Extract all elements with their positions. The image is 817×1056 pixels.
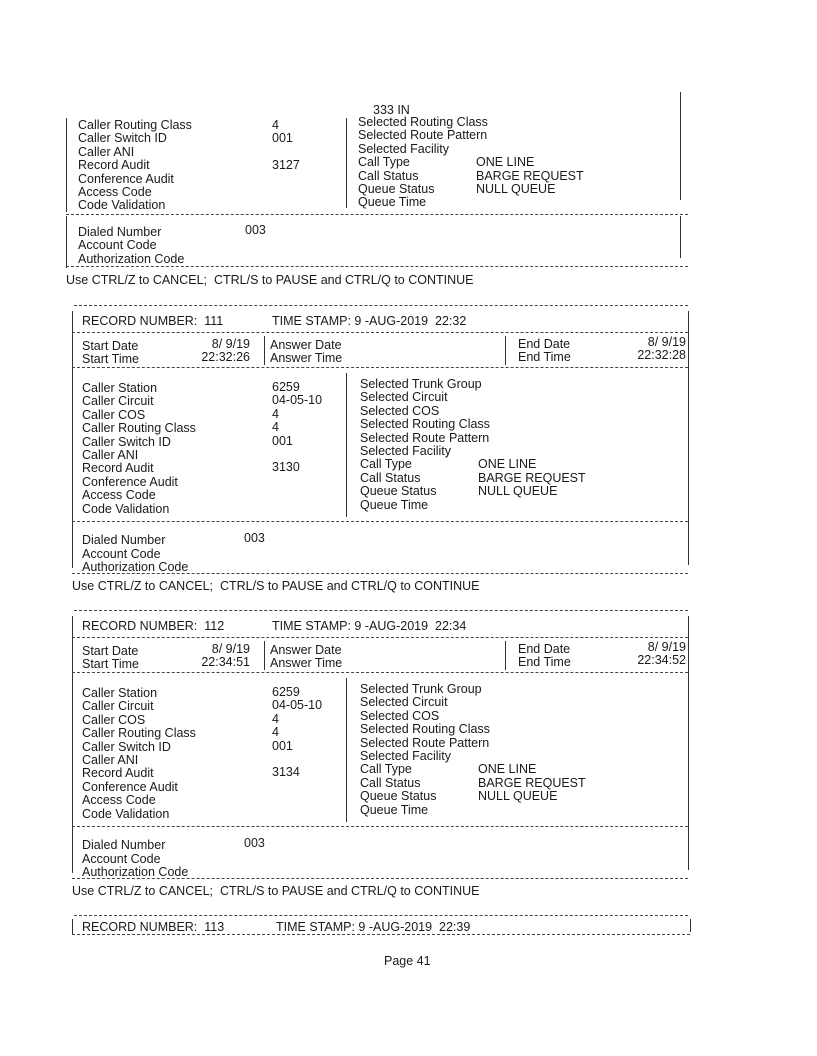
continued-fragment: 333 IN xyxy=(373,103,410,117)
box-border xyxy=(680,216,681,258)
divider-line xyxy=(72,878,688,879)
end-date-label: End Date xyxy=(518,642,571,656)
field-label: Selected Circuit xyxy=(360,390,448,405)
field-value: 001 xyxy=(272,738,293,753)
end-time-label: End Time xyxy=(518,655,571,669)
field-label: Caller Circuit xyxy=(82,394,154,409)
field-value: 4 xyxy=(272,420,279,435)
field-label: Selected Facility xyxy=(360,749,452,763)
field-label: Code Validation xyxy=(82,806,170,821)
divider-line xyxy=(66,266,688,267)
field-label: Selected COS xyxy=(360,403,440,418)
answer-date-label: Answer Date xyxy=(270,643,342,657)
box-border xyxy=(264,336,265,365)
field-value: BARGE REQUEST xyxy=(478,470,586,485)
field-label: Queue Status xyxy=(358,182,435,196)
field-label: Caller ANI xyxy=(82,448,139,462)
divider-line xyxy=(72,521,688,522)
field-label: Call Status xyxy=(360,775,421,790)
time-stamp: TIME STAMP: 9 -AUG-2019 22:32 xyxy=(272,314,467,328)
field-label: Caller Station xyxy=(82,381,158,395)
field-label: Caller ANI xyxy=(78,144,135,159)
field-label: Caller COS xyxy=(82,407,146,422)
time-stamp: TIME STAMP: 9 -AUG-2019 22:34 xyxy=(272,619,467,633)
field-label: Queue Time xyxy=(360,802,429,817)
control-prompt: Use CTRL/Z to CANCEL; CTRL/S to PAUSE and CTRL/Q to CONTINUE xyxy=(66,273,474,287)
end-date-value: 8/ 9/19 xyxy=(647,640,686,654)
start-date-value: 8/ 9/19 xyxy=(211,642,250,656)
divider-line xyxy=(72,573,688,574)
dialed-number-value: 003 xyxy=(244,836,265,850)
field-label: Record Audit xyxy=(78,158,150,173)
field-label: Selected Trunk Group xyxy=(360,377,482,391)
field-label: Caller Routing Class xyxy=(82,421,196,436)
divider-line xyxy=(72,637,688,638)
box-border xyxy=(66,118,67,212)
field-value: 6259 xyxy=(272,380,300,394)
field-label: Caller Circuit xyxy=(82,699,154,714)
field-value: 4 xyxy=(272,118,279,132)
page-number: Page 41 xyxy=(384,954,431,968)
field-value: 001 xyxy=(272,433,293,448)
divider-line xyxy=(74,610,688,611)
box-border xyxy=(688,311,689,565)
field-label: Code Validation xyxy=(78,198,166,213)
field-label: Selected COS xyxy=(360,708,440,723)
field-value: 4 xyxy=(272,711,279,726)
field-label: Code Validation xyxy=(82,501,170,516)
start-date-value: 8/ 9/19 xyxy=(211,337,250,351)
control-prompt: Use CTRL/Z to CANCEL; CTRL/S to PAUSE and CTRL/Q to CONTINUE xyxy=(72,579,480,593)
box-border xyxy=(688,616,689,870)
dialed-number-value: 003 xyxy=(244,531,265,545)
end-time-value: 22:34:52 xyxy=(637,653,686,667)
field-label: Selected Route Pattern xyxy=(358,128,488,143)
answer-time-label: Answer Time xyxy=(270,656,343,670)
field-label: Selected Route Pattern xyxy=(360,735,490,750)
field-label: Queue Time xyxy=(360,497,429,512)
control-prompt: Use CTRL/Z to CANCEL; CTRL/S to PAUSE and CTRL/Q to CONTINUE xyxy=(72,884,480,898)
start-time-value: 22:34:51 xyxy=(201,655,250,669)
divider-line xyxy=(72,934,690,935)
authorization-code-label: Authorization Code xyxy=(82,865,189,879)
answer-time-label: Answer Time xyxy=(270,351,343,365)
box-border xyxy=(346,678,347,822)
field-label: Caller Switch ID xyxy=(78,131,167,146)
box-border xyxy=(505,641,506,670)
field-label: Access Code xyxy=(82,488,156,503)
field-label: Record Audit xyxy=(82,461,154,476)
field-value: 04-05-10 xyxy=(272,393,323,408)
field-label: Dialed Number xyxy=(78,225,162,239)
start-time-label: Start Time xyxy=(82,657,139,671)
start-date-label: Start Date xyxy=(82,644,139,658)
box-border xyxy=(690,919,691,932)
field-label: Access Code xyxy=(82,793,156,808)
divider-line xyxy=(74,915,688,916)
field-label: Access Code xyxy=(78,185,152,199)
divider-line xyxy=(72,672,688,673)
field-value: 3134 xyxy=(272,765,300,780)
field-value: 04-05-10 xyxy=(272,698,323,713)
field-label: Call Type xyxy=(360,457,412,472)
field-label: Conference Audit xyxy=(78,171,174,186)
field-label: Caller Switch ID xyxy=(82,739,171,754)
field-value: NULL QUEUE xyxy=(478,484,558,499)
time-stamp: TIME STAMP: 9 -AUG-2019 22:39 xyxy=(276,920,471,934)
field-value: 6259 xyxy=(272,685,300,699)
dialed-number-label: Dialed Number xyxy=(82,533,166,547)
field-label: Call Type xyxy=(360,762,412,777)
start-time-value: 22:32:26 xyxy=(201,350,250,364)
record-number: RECORD NUMBER: 111 xyxy=(82,314,224,328)
divider-line xyxy=(74,305,688,306)
account-code-label: Account Code xyxy=(82,852,161,866)
field-label: Selected Routing Class xyxy=(360,722,490,737)
record-number: RECORD NUMBER: 112 xyxy=(82,619,225,633)
dialed-number-label: Dialed Number xyxy=(82,838,166,852)
field-label: Queue Time xyxy=(358,195,427,210)
box-border xyxy=(680,92,681,200)
answer-date-label: Answer Date xyxy=(270,338,342,352)
field-label: Caller Routing Class xyxy=(82,726,196,741)
field-label: Conference Audit xyxy=(82,474,178,489)
field-value: 4 xyxy=(272,725,279,740)
end-time-label: End Time xyxy=(518,350,571,364)
account-code-label: Account Code xyxy=(82,547,161,561)
end-time-value: 22:32:28 xyxy=(637,348,686,362)
end-date-value: 8/ 9/19 xyxy=(647,335,686,349)
field-label: Selected Trunk Group xyxy=(360,682,482,696)
field-label: Conference Audit xyxy=(82,779,178,794)
field-label: Record Audit xyxy=(82,766,154,781)
field-label: Authorization Code xyxy=(78,251,185,266)
box-border xyxy=(72,919,73,935)
field-label: Call Type xyxy=(358,155,410,170)
field-value: 3127 xyxy=(272,158,300,173)
field-value: 003 xyxy=(245,223,266,237)
box-border xyxy=(346,373,347,517)
field-label: Account Code xyxy=(78,238,157,253)
field-label: Queue Status xyxy=(360,789,437,804)
field-label: Queue Status xyxy=(360,484,437,499)
field-value: ONE LINE xyxy=(478,457,537,472)
field-label: Caller ANI xyxy=(82,753,139,767)
box-border xyxy=(264,641,265,670)
divider-line xyxy=(72,332,688,333)
field-value: NULL QUEUE xyxy=(478,789,558,804)
field-value: ONE LINE xyxy=(476,155,535,170)
field-label: Selected Facility xyxy=(358,141,450,156)
end-date-label: End Date xyxy=(518,337,571,351)
divider-line xyxy=(66,214,688,215)
field-value: BARGE REQUEST xyxy=(478,775,586,790)
divider-line xyxy=(72,826,688,827)
field-label: Selected Route Pattern xyxy=(360,430,490,445)
field-label: Caller Switch ID xyxy=(82,434,171,449)
field-value: BARGE REQUEST xyxy=(476,168,584,183)
field-value: 4 xyxy=(272,406,279,421)
field-value: ONE LINE xyxy=(478,762,537,777)
field-value: NULL QUEUE xyxy=(476,182,556,196)
field-label: Caller COS xyxy=(82,712,146,727)
field-label: Selected Facility xyxy=(360,444,452,458)
authorization-code-label: Authorization Code xyxy=(82,560,189,574)
field-label: Call Status xyxy=(358,168,419,183)
record-number: RECORD NUMBER: 113 xyxy=(82,920,225,934)
field-value: 001 xyxy=(272,131,293,146)
field-value: 3130 xyxy=(272,460,300,475)
box-border xyxy=(66,216,67,268)
box-border xyxy=(72,616,73,873)
field-label: Selected Circuit xyxy=(360,695,448,710)
field-label: Caller Station xyxy=(82,686,158,700)
start-date-label: Start Date xyxy=(82,339,139,353)
start-time-label: Start Time xyxy=(82,352,139,366)
field-label: Selected Routing Class xyxy=(360,417,490,432)
field-label: Call Status xyxy=(360,470,421,485)
box-border xyxy=(505,336,506,365)
divider-line xyxy=(72,367,688,368)
box-border xyxy=(72,311,73,568)
box-border xyxy=(346,118,347,208)
field-label: Selected Routing Class xyxy=(358,115,488,129)
field-label: Caller Routing Class xyxy=(78,118,192,132)
